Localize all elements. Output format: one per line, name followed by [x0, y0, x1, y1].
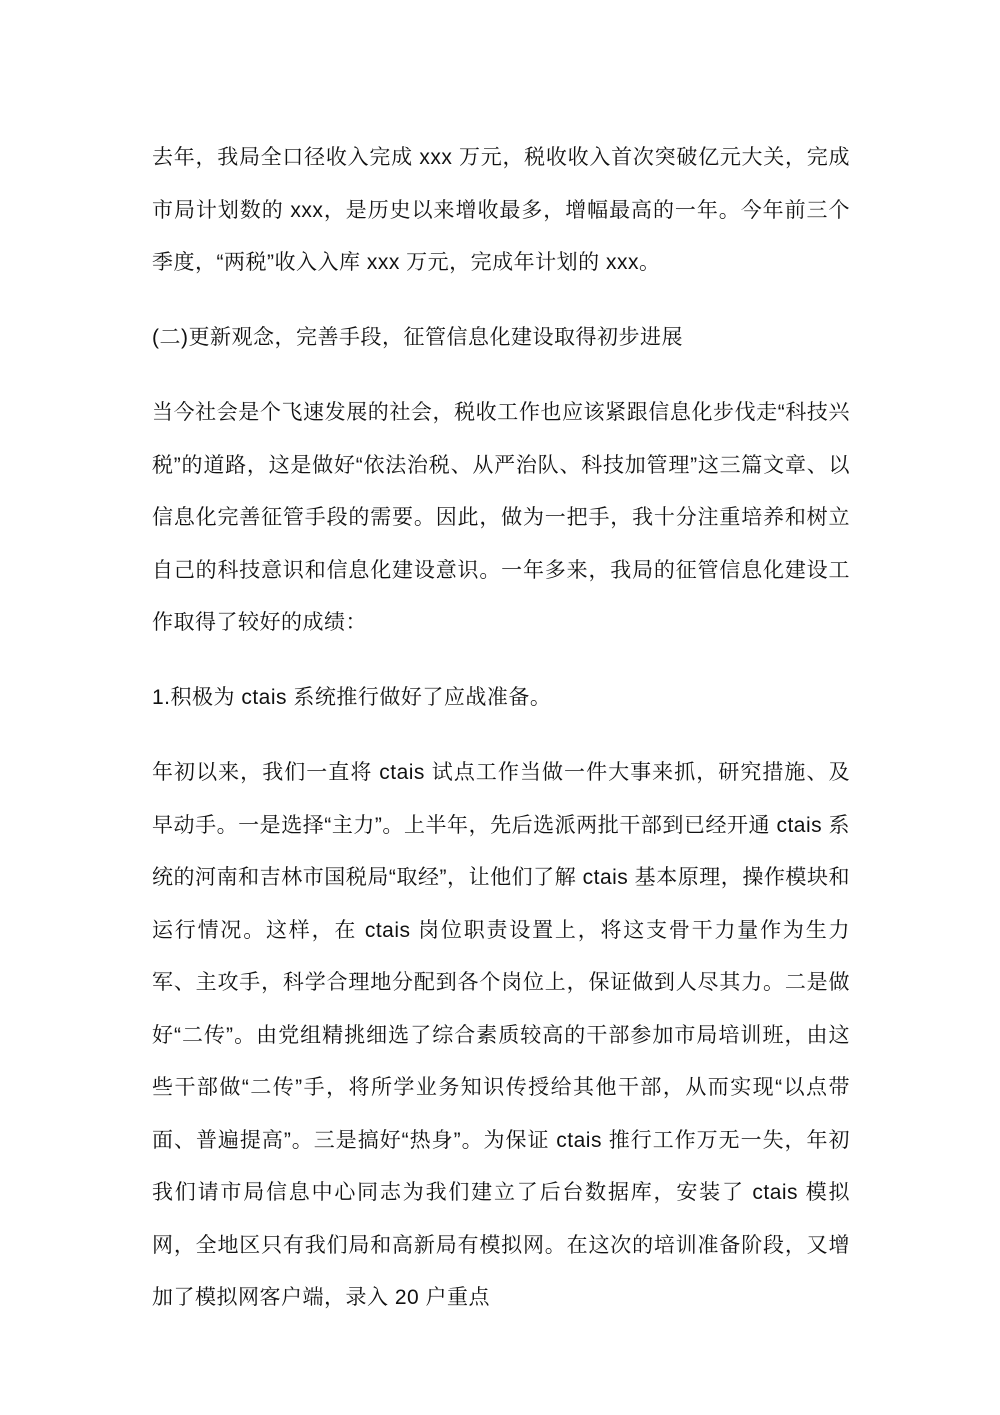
paragraph-informatization: 当今社会是个飞速发展的社会，税收工作也应该紧跟信息化步伐走“科技兴税”的道路，这是做好“依法治税、从严治队、科技加管理”这三篇文章、以信息化完善征管手段的需要。因此，做为一把手，我十分注重培养和树立自己的科技意识和信息化建设意识。一年多来，我局的征管信息化建设工作取得了较好的成绩： [152, 401, 850, 634]
paragraph-revenue-summary: 去年，我局全口径收入完成 xxx 万元，税收收入首次突破亿元大关，完成市局计划数的 xxx，是历史以来增收最多，增幅最高的一年。今年前三个季度，“两税”收入入库 xxx 万元，完成年计划的 xxx。 [152, 146, 850, 274]
paragraph-ctais-preparation: 年初以来，我们一直将 ctais 试点工作当做一件大事来抓，研究措施、及早动手。一是选择“主力”。上半年，先后选派两批干部到已经开通 ctais 系统的河南和吉林市国税局“取经”，让他们了解 ctais 基本原理，操作模块和运行情况。这样，在 ctais 岗位职责设置上，将这支骨干力量作为生力军、主攻手，科学合理地分配到各个岗位上，保证做到人尽其力。二是做好“二传”。由党组精挑细选了综合素质较高的干部参加市局培训班，由这些干部做“二传”手，将所学业务知识传授给其他干部，从而实现“以点带面、普遍提高”。三是搞好“热身”。为保证 ctais 推行工作万无一失，年初我们请市局信息中心同志为我们建立了后台数据库，安装了 ctais 模拟网，全地区只有我们局和高新局有模拟网。在这次的培训准备阶段，又增加了模拟网客户端，录入 20 户重点 [152, 761, 850, 1309]
section-heading-2: (二)更新观念，完善手段，征管信息化建设取得初步进展 [152, 326, 683, 349]
subsection-heading-1: 1.积极为 ctais 系统推行做好了应战准备。 [152, 686, 552, 709]
